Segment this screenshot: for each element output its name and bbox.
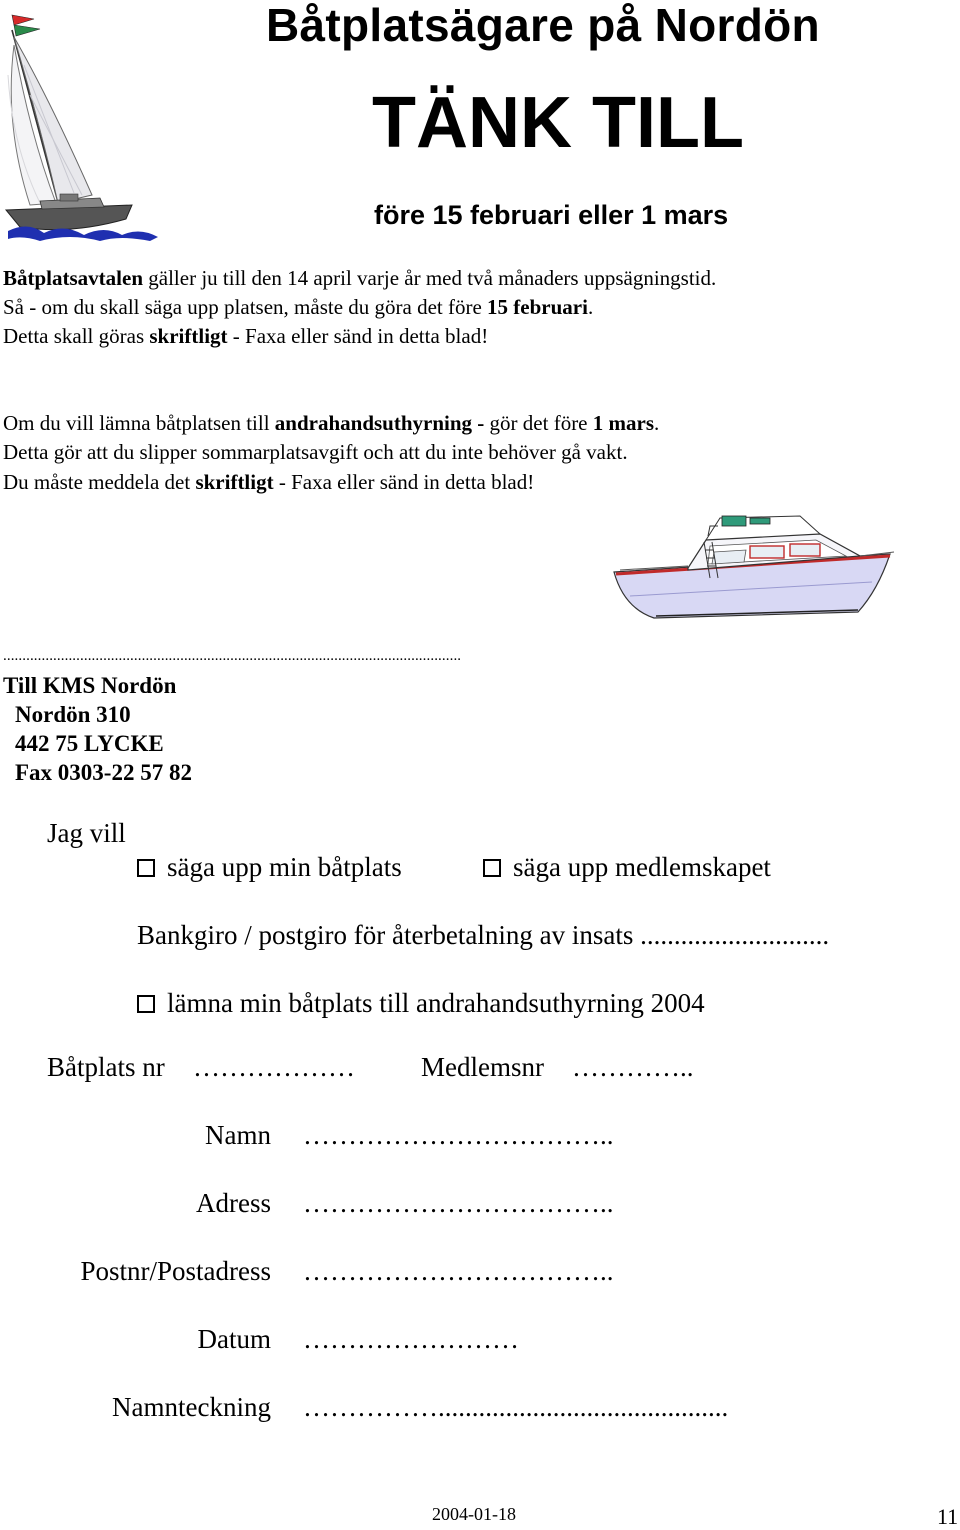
date-field[interactable]: …………………… [303, 1324, 519, 1354]
text: - Faxa eller sänd in detta blad! [273, 470, 535, 494]
bold-term: 15 februari [487, 295, 588, 319]
option-cancel-berth[interactable] [137, 852, 402, 883]
address-field[interactable]: …………………………….. [303, 1188, 614, 1218]
subheadline: före 15 februari eller 1 mars [374, 200, 729, 230]
signature-label: Namnteckning [112, 1392, 271, 1422]
postal-label: Postnr/Postadress [80, 1256, 271, 1286]
page-number: 11 [937, 1504, 959, 1529]
address-fax: Fax 0303-22 57 82 [15, 760, 192, 785]
address-recipient: Till KMS Nordön [3, 673, 177, 698]
member-number-field[interactable]: ………….. [572, 1052, 694, 1082]
form-intro: Jag vill [47, 818, 126, 848]
paragraph-1-line-2 [3, 295, 593, 320]
bold-term: andrahandsuthyrning - [274, 411, 485, 435]
bold-term: skriftligt [195, 470, 274, 494]
text: Om du vill lämna båtplatsen till [3, 411, 275, 435]
option-label: lämna min båtplats till andrahandsuthyrning 2004 [167, 988, 705, 1018]
member-number-label: Medlemsnr [421, 1052, 544, 1082]
text: Du måste meddela det [3, 470, 196, 494]
date-label: Datum [197, 1324, 271, 1354]
boat-number-field[interactable]: ……………… [193, 1052, 355, 1082]
bold-term: 1 mars [592, 411, 655, 435]
cut-line: ....................................................................................................................... [3, 648, 462, 664]
paragraph-1-line-1 [3, 266, 716, 291]
paragraph-2-line-1 [3, 411, 659, 436]
boat-number-label: Båtplats nr [47, 1052, 165, 1082]
option-sublet[interactable] [137, 988, 705, 1019]
text: . [587, 295, 594, 319]
page-title: Båtplatsägare på Nordön [266, 0, 820, 51]
bankgiro-field[interactable]: Bankgiro / postgiro för återbetalning av insats ............................ [137, 920, 830, 950]
option-cancel-membership[interactable] [483, 852, 771, 883]
text: gör det före [484, 411, 593, 435]
postal-field[interactable]: …………………………….. [303, 1256, 614, 1286]
checkbox-cancel-membership[interactable] [483, 859, 501, 877]
name-label: Namn [205, 1120, 271, 1150]
paragraph-2-line-3 [3, 470, 534, 495]
footer-date: 2004-01-18 [432, 1504, 516, 1524]
bold-term: skriftligt [149, 324, 228, 348]
checkbox-sublet[interactable] [137, 995, 155, 1013]
address-street: Nordön 310 [15, 702, 131, 727]
paragraph-1-line-3 [3, 324, 488, 349]
address-label: Adress [196, 1188, 271, 1218]
option-label: säga upp medlemskapet [513, 852, 771, 882]
paragraph-2-line-2: Detta gör att du slipper sommarplatsavgift och att du inte behöver gå vakt. [3, 440, 628, 464]
headline: TÄNK TILL [372, 83, 744, 163]
address-postal: 442 75 LYCKE [15, 731, 164, 756]
text: gäller ju till den 14 april varje år med två månaders uppsägningstid. [143, 266, 717, 290]
text: Detta skall göras [3, 324, 150, 348]
text: - Faxa eller sänd in detta blad! [227, 324, 489, 348]
text: . [654, 411, 660, 435]
sailboat-illustration [0, 5, 165, 245]
bold-term: Båtplatsavtalen [3, 266, 144, 290]
checkbox-cancel-berth[interactable] [137, 859, 155, 877]
motorboat-illustration [610, 512, 902, 632]
option-label: säga upp min båtplats [167, 852, 402, 882]
text: Så - om du skall säga upp platsen, måste du göra det före [3, 295, 488, 319]
signature-field[interactable]: ……………........................................... [303, 1392, 729, 1422]
name-field[interactable]: …………………………….. [303, 1120, 614, 1150]
